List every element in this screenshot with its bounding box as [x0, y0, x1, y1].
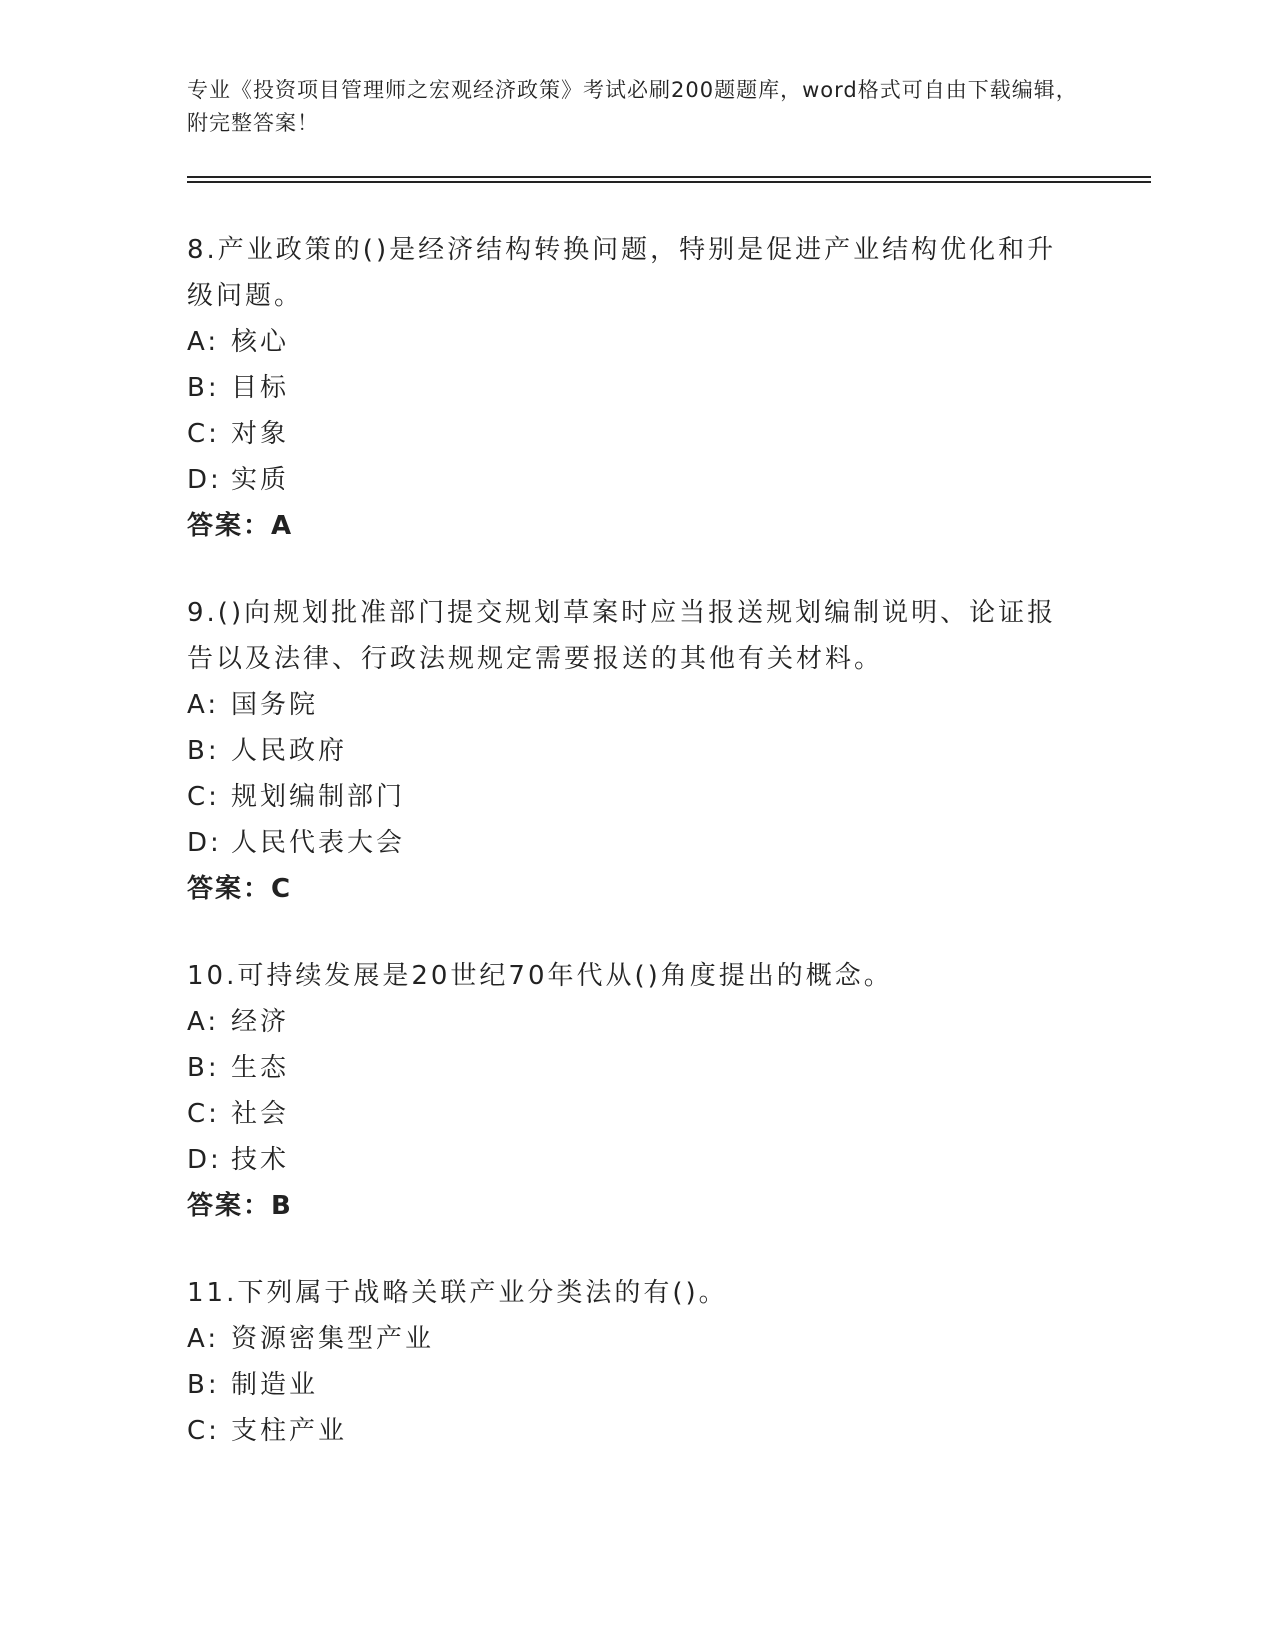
option-text: 人民代表大会 — [231, 828, 406, 858]
option-letter: A: — [187, 1007, 220, 1037]
option-b — [187, 1362, 1067, 1408]
option-letter: C: — [187, 1416, 220, 1446]
option-c — [187, 1408, 1067, 1454]
answer-line: 答案：B — [187, 1191, 293, 1221]
option-d — [187, 457, 1067, 503]
option-letter: C: — [187, 419, 220, 449]
option-letter: A: — [187, 327, 220, 357]
option-letter: A: — [187, 1324, 220, 1354]
question-9 — [187, 590, 1067, 912]
option-letter: C: — [187, 782, 220, 812]
answer-line: 答案：C — [187, 874, 293, 904]
question-stem: 10.可持续发展是20世纪70年代从()角度提出的概念。 — [187, 961, 893, 991]
header-divider-bottom — [187, 181, 1151, 183]
option-text: 支柱产业 — [231, 1416, 348, 1446]
header-divider-top — [187, 176, 1151, 178]
option-text: 社会 — [231, 1099, 290, 1129]
option-c — [187, 1091, 1067, 1137]
option-d — [187, 1137, 1067, 1183]
option-letter: A: — [187, 690, 220, 720]
option-b — [187, 1045, 1067, 1091]
option-letter: C: — [187, 1099, 220, 1129]
option-text: 目标 — [231, 373, 290, 403]
option-text: 经济 — [231, 1007, 290, 1037]
document-intro: 专业《投资项目管理师之宏观经济政策》考试必刷200题题库，word格式可自由下载编辑，附完整答案！ — [187, 78, 1078, 135]
option-text: 国务院 — [231, 690, 319, 720]
question-stem: 9.()向规划批准部门提交规划草案时应当报送规划编制说明、论证报告以及法律、行政法规规定需要报送的其他有关材料。 — [187, 598, 1057, 674]
option-text: 人民政府 — [231, 736, 348, 766]
option-a — [187, 999, 1067, 1045]
option-letter: D: — [187, 465, 222, 495]
option-letter: D: — [187, 828, 222, 858]
option-letter: B: — [187, 1053, 220, 1083]
option-a — [187, 1316, 1067, 1362]
option-text: 实质 — [231, 465, 290, 495]
option-text: 技术 — [231, 1145, 290, 1175]
option-text: 对象 — [231, 419, 290, 449]
option-c — [187, 411, 1067, 457]
option-letter: B: — [187, 373, 220, 403]
question-11 — [187, 1270, 1067, 1454]
option-text: 资源密集型产业 — [231, 1324, 435, 1354]
option-text: 生态 — [231, 1053, 290, 1083]
question-stem: 11.下列属于战略关联产业分类法的有()。 — [187, 1278, 728, 1308]
option-letter: D: — [187, 1145, 222, 1175]
question-stem: 8.产业政策的()是经济结构转换问题，特别是促进产业结构优化和升级问题。 — [187, 235, 1057, 311]
option-letter: B: — [187, 1370, 220, 1400]
option-letter: B: — [187, 736, 220, 766]
option-a — [187, 319, 1067, 365]
option-c — [187, 774, 1067, 820]
question-8 — [187, 227, 1067, 549]
option-d — [187, 820, 1067, 866]
option-b — [187, 365, 1067, 411]
option-a — [187, 682, 1067, 728]
option-b — [187, 728, 1067, 774]
question-10 — [187, 953, 1067, 1229]
option-text: 核心 — [231, 327, 290, 357]
option-text: 制造业 — [231, 1370, 319, 1400]
answer-line: 答案：A — [187, 511, 294, 541]
option-text: 规划编制部门 — [231, 782, 406, 812]
